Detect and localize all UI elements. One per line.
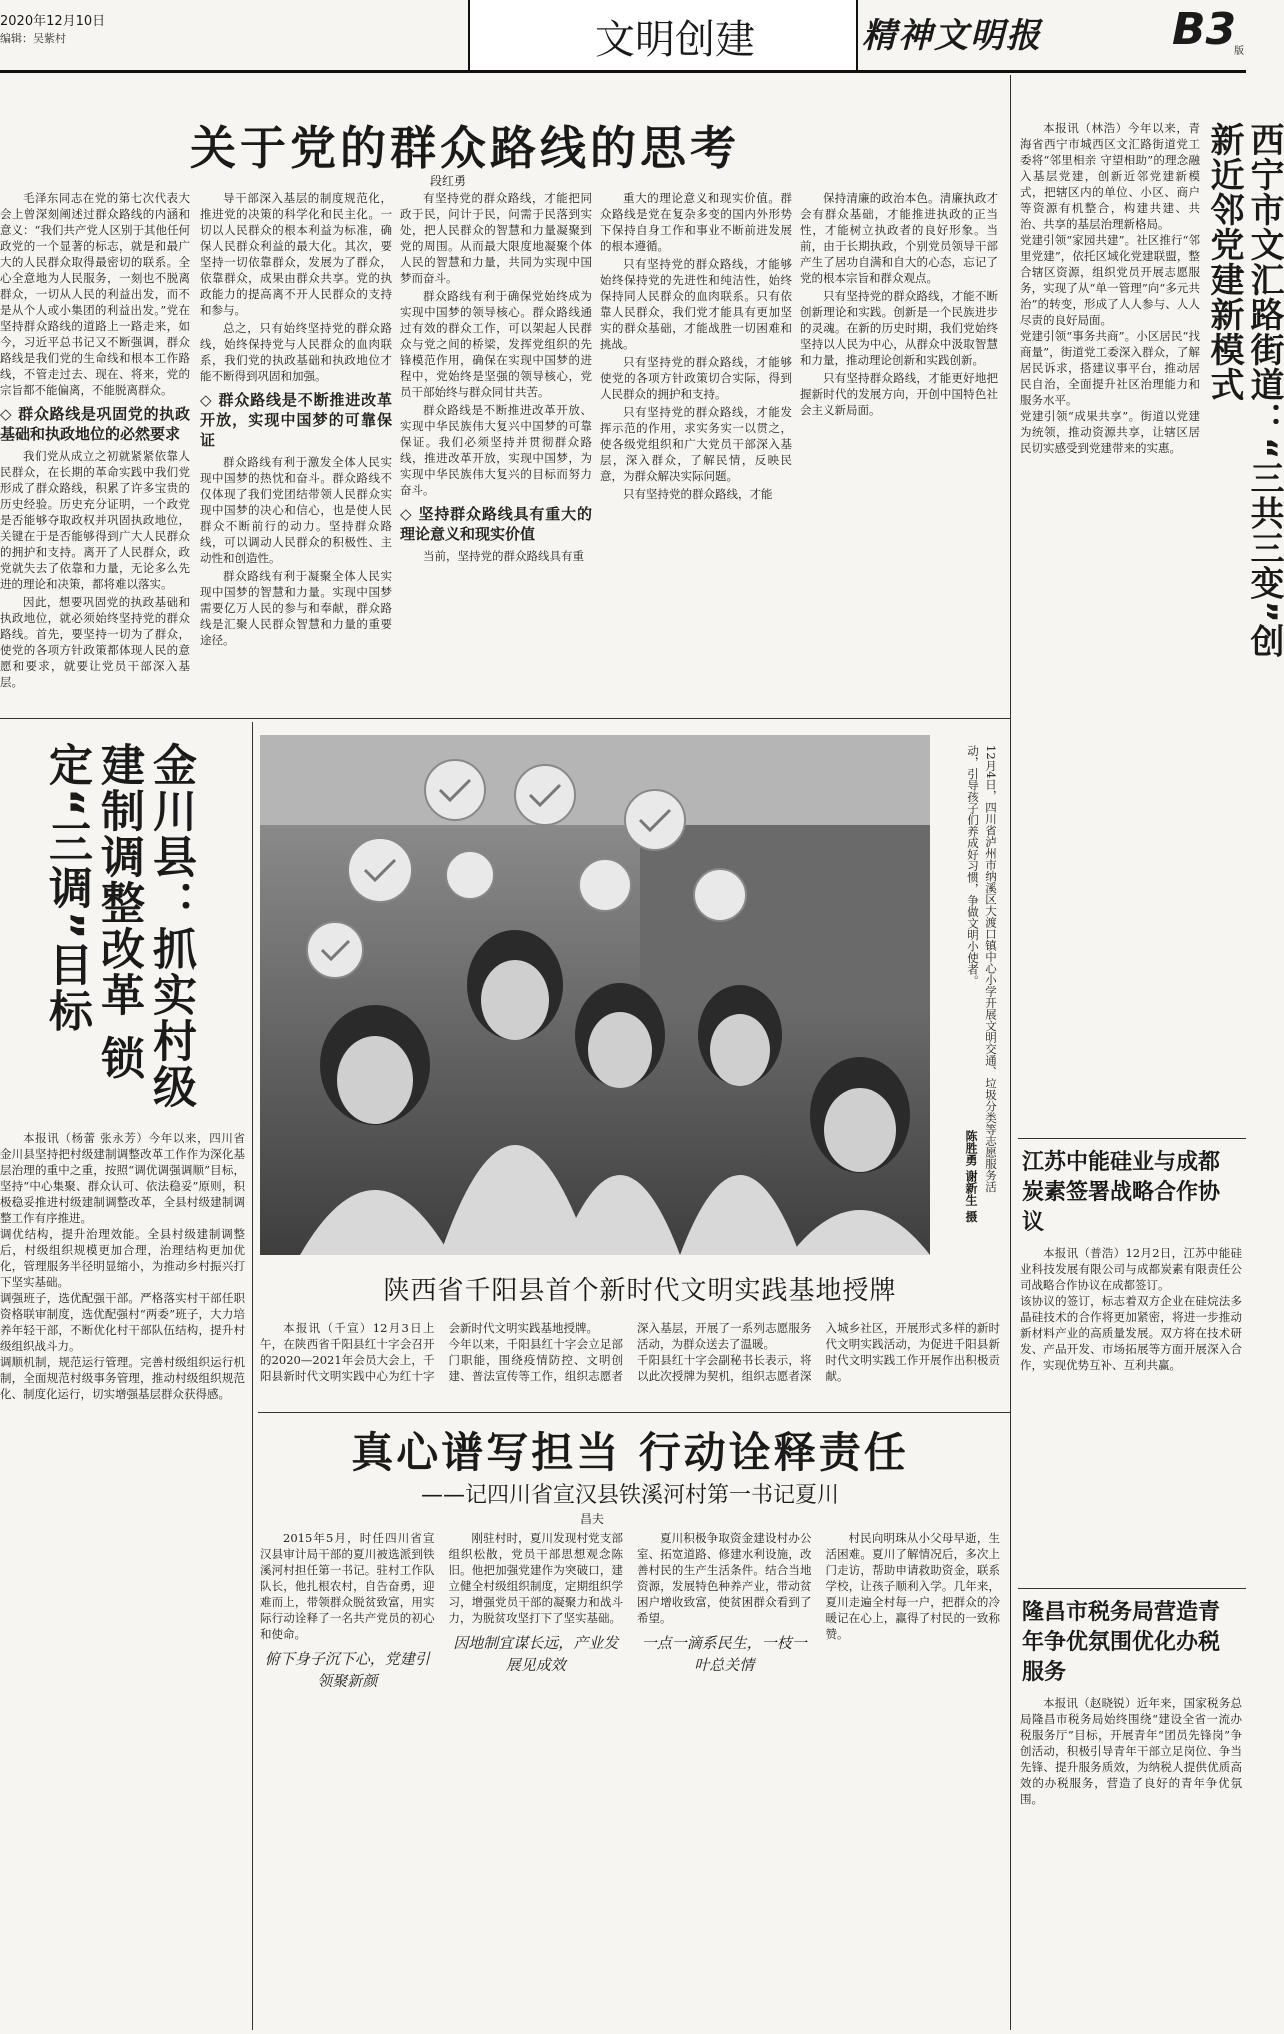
paragraph: 导干部深入基层的制度规范化，推进党的决策的科学化和民主化。一切以人民群众的根本利益为标准，确保人民群众利益的最大化。其次，要坚持一切依靠群众，发展为了群众，依靠群众，成果由群众共享。党的执政能力的提高离不开人民群众的支持和参与。 — [200, 191, 392, 317]
paragraph: 只有坚持党的群众路线，才能 — [623, 487, 773, 501]
paragraph: 群众路线有利于激发全体人民实现中国梦的热忱和奋斗。群众路线不仅体现了我们党团结带领人民群众实现中国梦的决心和信心，也是使人民群众不断前行的动力。坚持群众路线，可以调动人民群众的积极性、主动性和创造性。 — [200, 455, 392, 565]
paragraph: 本报讯（赵晓锐）近年来，国家税务总局隆昌市税务局始终围绕“建设全省一流办税服务厅”目标，开展青年“团员先锋岗”争创活动，积极引导青年干部立足岗位、争当先锋、提升服务质效，为纳税人提供优质高效的办税服务，营造了良好的青年争优氛围。 — [1020, 1696, 1242, 1806]
article4-byline: 昌夫 — [580, 1512, 605, 1526]
paragraph: 本报讯（杨蕾 张永芳）今年以来，四川省金川县坚持把村级建制调整改革工作作为深化基层治理的重中之重，按照“调优调强调顺”目标，坚持“中心集聚、群众认可、依法稳妥”原则，积极稳妥推进村级建制调整改革，全县村级建制调整工作有序推进。 调优结构，提升治理效能。全县村级建制调整后，村级组织规模更加合理，治理结构更加优化，管理服务半径明显缩小，为推动乡村振兴打下坚实基础。 调强班子，选优配强干部。严格落实村干部任职资格联审制度，选优配强村“两委”班子，大力培养年轻干部，不断优化村干部队伍结构，提升村级组织战斗力。 调顺机制，规范运行管理。完善村级组织运行机制，全面规范村级事务管理，推动村级组织规范化、制度化运行，切实增强基层群众获得感。 — [0, 1131, 245, 1401]
article1-byline: 段红勇 — [430, 174, 467, 188]
paragraph: 当前，坚持党的群众路线具有重 — [423, 549, 584, 563]
paragraph: 只有坚持群众路线，才能更好地把握新时代的发展方向，开创中国特色社会主义新局面。 — [800, 371, 998, 417]
paragraph: 只有坚持党的群众路线，才能够使党的各项方针政策切合实际，得到人民群众的拥护和支持。 — [600, 355, 792, 401]
article2-title: 金川县：抓实村级建制调整改革 锁定“三调”目标 — [41, 742, 196, 1110]
sidebar2-title: 江苏中能硅业与成都炭素签署战略合作协议 — [1022, 1150, 1221, 1235]
paragraph: 本报讯（普浩）12月2日，江苏中能硅业科技发展有限公司与成都炭素有限责任公司战略合作协议在成都签订。 该协议的签订，标志着双方企业在硅烷法多晶硅技术的合作将更加紧密，将进一步推动新材料产业的高质量发展。双方将在技术研发、产品开发、市场拓展等方面开展深入合作，实现优势互补、互利共赢。 — [1020, 1246, 1242, 1372]
paragraph: 本报讯（千宣）12月3日上午，在陕西省千阳县红十字会召开的2020—2021年会员大会上，千阳县新时代文明实践中心为红十字会新时代文明实践基地授牌。 今年以来，千阳县红十字会立足部门职能，围绕疫情防控、文明创建、普法宣传等工作，组织志愿者深入基层，开展了一系列志愿服务活动，为群众送去了温暖。 千阳县红十字会副秘书长表示，将以此次授牌为契机，组织志愿者深入城乡社区，开展形式多样的新时代文明实践活动，为促进千阳县新时代文明实践工作开展作出积极贡献。 — [260, 1321, 1000, 1383]
divider — [258, 1412, 1010, 1413]
divider — [1018, 1588, 1246, 1589]
section-heading: 俯下身子沉下心，党建引领聚新颜 — [264, 1650, 430, 1690]
article2-body — [0, 1130, 245, 2030]
paragraph: 只有坚持党的群众路线，才能发挥示范的作用，求实务实一以贯之，使各级党组织和广大党员干部深入基层，深入群众，了解民情，反映民意，为群众解决实际问题。 — [600, 405, 792, 483]
photo-illustration — [260, 735, 930, 1255]
paragraph: 毛泽东同志在党的第七次代表大会上曾深刻阐述过群众路线的内涵和意义：“我们共产党人区别于其他任何政党的一个显著的标志，就是和最广大的人民群众取得最密切的联系。全心全意地为人民服务，一刻也不脱离群众，一切从人民的利益出发，而不是从个人或小集团的利益出发。”党在坚持群众路线的道路上一路走来，如今，习近平总书记又不断强调，群众路线是我们党的生命线和根本工作路线，不管走过去、现在、将来，党的宗旨都不能偏离，不能脱离群众。 — [0, 191, 190, 397]
paragraph: 夏川积极争取资金建设村办公室、拓宽道路、修建水利设施，改善村民的生产生活条件。结合当地资源，发展特色种养产业，带动贫困户增收致富，使贫困群众看到了希望。 — [637, 1531, 812, 1625]
sidebar1-title: 西宁市文汇路街道：“三共三变”创新近邻党建新模式 — [1204, 122, 1284, 659]
header-rule — [0, 70, 1246, 73]
article3-body — [260, 1320, 1000, 1410]
photo-credit: 陈胜勇 谢新生 摄 — [964, 1130, 978, 1223]
paragraph: 我们党从成立之初就紧紧依靠人民群众，在长期的革命实践中我们党形成了群众路线，积累了许多宝贵的历史经验。历史充分证明，一个政党是否能够夺取政权并巩固执政地位，关键在于是否能够得到广大人民群众的拥护和支持。离开了人民群众，政党就失去了依靠和力量，无论多么先进的理论和决策，都将难以落实。 — [0, 449, 190, 591]
subheading: ◇ 群众路线是不断推进改革开放，实现中国梦的可靠保证 — [200, 391, 392, 449]
paragraph: 村民向明珠从小父母早逝，生活困难。夏川了解情况后，多次上门走访，帮助申请救助资金，联系学校，让孩子顺利入学。几年来，夏川走遍全村每一户，把群众的冷暖记在心上，赢得了村民的一致称赞。 — [825, 1531, 1000, 1641]
paragraph: 总之，只有始终坚持党的群众路线，始终保持党与人民群众的血肉联系，我们党的执政基础和执政地位才能不断得到巩固和加强。 — [200, 321, 392, 383]
paragraph: 重大的理论意义和现实价值。群众路线是党在复杂多变的国内外形势下保持自身工作和事业不断前进发展的根本遵循。 — [600, 191, 792, 253]
sidebar2-body — [1020, 1245, 1242, 1580]
article1-title: 关于党的群众路线的思考 — [190, 121, 740, 175]
paragraph: 本报讯（林浩）今年以来，青海省西宁市城西区文汇路街道党工委将“邻里相亲 守望相助”的理念融入基层党建，创新近邻党建新模式，把辖区内的单位、小区、商户等资源有机整合，构建共建、共治、共享的基层治理新格局。 党建引领“家园共建”。社区推行“邻里党建”，依托区域化党建联盟，整合辖区资源，组织党员开展志愿服务，实现了从“单一管理”向“多元共治”的转变，形成了人人参与、人人尽责的良好局面。 党建引领“事务共商”。小区居民“找商量”，街道党工委深入群众，了解居民诉求，搭建议事平台，推动居民自治，全面提升社区治理能力和服务水平。 党建引领“成果共享”。街道以党建为统领，推动资源共享，让辖区居民切实感受到党建带来的实惠。 — [1020, 121, 1200, 455]
paragraph: 保持清廉的政治本色。清廉执政才会有群众基础，才能推进执政的正当性，才能树立执政者的良好形象。当前，由于长期执政，个别党员领导干部产生了居功自满和自大的心态，忘记了党的根本宗旨和群众观点。 — [800, 191, 998, 285]
article4-body — [260, 1530, 1000, 2030]
page-number: B3 — [1172, 4, 1237, 55]
article1-column-1 — [0, 190, 190, 710]
paragraph: 有坚持党的群众路线，才能把同政于民，问计于民，问需于民落到实处，把人民群众的智慧和力量凝聚到党的周围。从而最大限度地凝聚个体人民的智慧和力量，共同为实现中国梦而奋斗。 — [400, 191, 592, 285]
paragraph: 只有坚持党的群众路线，才能够始终保持党的先进性和纯洁性，始终保持同人民群众的血肉联系。只有依靠人民群众，我们党才能具有更加坚实的群众基础，才能战胜一切困难和挑战。 — [600, 257, 792, 351]
sidebar3-body — [1020, 1695, 1242, 2030]
paragraph: 刚驻村时，夏川发现村党支部组织松散，党员干部思想观念陈旧。他把加强党建作为突破口，建立健全村级组织制度，定期组织学习，增强党员干部的凝聚力和战斗力，为脱贫攻坚打下了坚实基础。 — [448, 1531, 623, 1625]
section-title: 文明创建 — [595, 17, 755, 63]
subheading: ◇ 群众路线是巩固党的执政基础和执政地位的必然要求 — [0, 405, 190, 443]
sidebar3-title: 隆昌市税务局营造青年争优氛围优化办税服务 — [1022, 1600, 1221, 1685]
article1-column-5 — [800, 190, 998, 710]
paragraph: 2015年5月，时任四川省宣汉县审计局干部的夏川被选派到铁溪河村担任第一书记。驻村工作队队长，他扎根农村，自告奋勇，迎难而上，带领群众脱贫致富，用实际行动诠释了一名共产党员的初心和使命。 — [260, 1531, 435, 1641]
divider — [0, 718, 1010, 719]
article4-subtitle: ——记四川省宣汉县铁溪河村第一书记夏川 — [420, 1483, 839, 1508]
paragraph: 群众路线是不断推进改革开放、实现中华民族伟大复兴中国梦的可靠保证。我们必须坚持并贯彻群众路线，推进改革开放，实现中国梦，为实现中华民族伟大复兴的目标而努力奋斗。 — [400, 403, 592, 497]
paragraph: 因此，想要巩固党的执政基础和执政地位，就必须始终坚持党的群众路线。首先，要坚持一切为了群众，使党的各项方针政策都体现人民的意愿和要求，就要让党员干部深入基层。 — [0, 595, 190, 689]
issue-date: 2020年12月10日 — [0, 14, 106, 29]
page-suffix: 版 — [1234, 46, 1244, 57]
section-heading: 因地制宜谋长远，产业发展见成效 — [453, 1634, 619, 1674]
article1-column-3 — [400, 190, 592, 710]
paragraph: 群众路线有利于凝聚全体人民实现中国梦的智慧和力量。实现中国梦需要亿万人民的参与和奉献，群众路线是汇聚人民群众智慧和力量的重要途径。 — [200, 569, 392, 647]
article3-title: 陕西省千阳县首个新时代文明实践基地授牌 — [383, 1276, 897, 1306]
newspaper-masthead: 精神文明报 — [862, 16, 1042, 56]
article1-column-4 — [600, 190, 792, 710]
article1-column-2 — [200, 190, 392, 710]
news-photo — [260, 735, 930, 1255]
column-divider — [252, 722, 253, 2030]
article4-title: 真心谱写担当 行动诠释责任 — [351, 1428, 909, 1477]
subheading: ◇ 坚持群众路线具有重大的理论意义和现实价值 — [400, 505, 592, 543]
paragraph: 只有坚持党的群众路线，才能不断创新理论和实践。创新是一个民族进步的灵魂。在新的历史时期，我们党始终坚持以人民为中心，从群众中汲取智慧和力量，推动理论创新和实践创新。 — [800, 289, 998, 367]
column-divider — [1010, 75, 1011, 2030]
paragraph: 群众路线有利于确保党始终成为实现中国梦的领导核心。群众路线通过有效的群众工作，可以架起人民群众与党之间的桥梁，发挥党组织的先锋模范作用，确保在实现中国梦的进程中，党始终是坚强的领导核心，党员干部始终与群众同甘共苦。 — [400, 289, 592, 399]
divider — [1018, 1138, 1246, 1139]
photo-caption: 12月4日，四川省泸州市纳溪区大渡口镇中心小学开展文明交通、垃圾分类等志愿服务活动，引导孩子们养成好习惯，争做文明小使者。 — [966, 745, 998, 1193]
editor-credit: 编辑：吴紫村 — [0, 32, 66, 45]
section-heading: 一点一滴系民生，一枝一叶总关情 — [641, 1634, 807, 1674]
sidebar1-body — [1020, 120, 1200, 1120]
